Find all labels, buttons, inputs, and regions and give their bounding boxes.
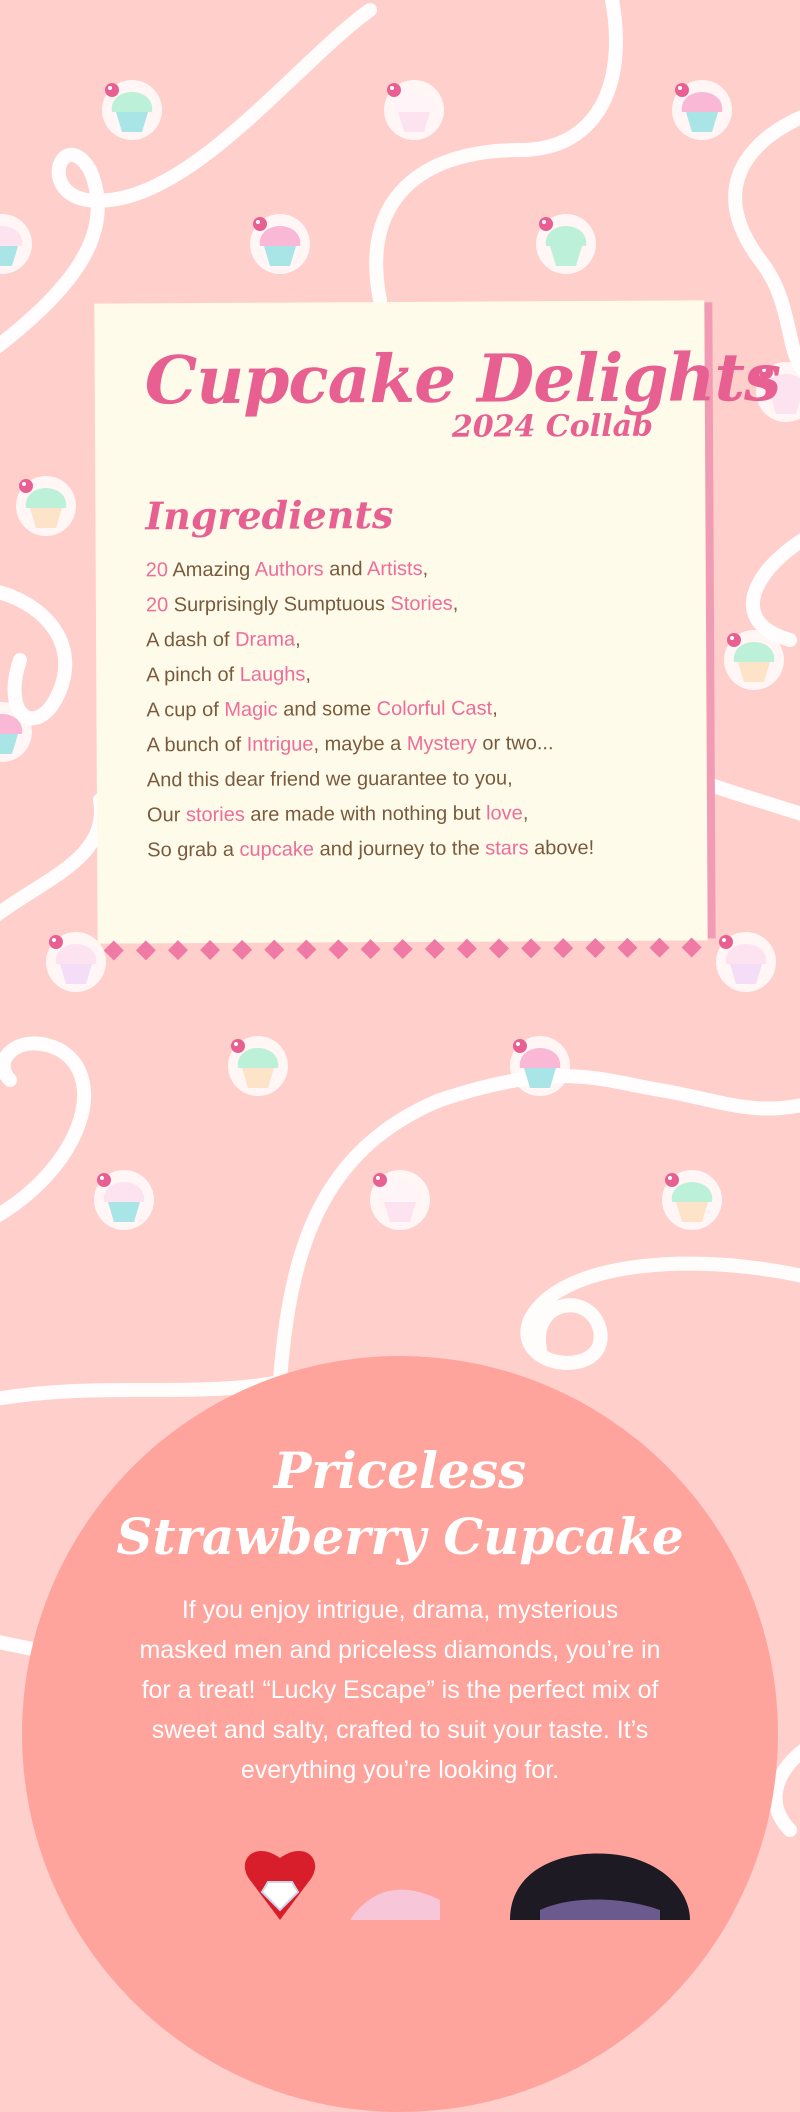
zigzag-diamond [328, 939, 348, 959]
diamond-icon [262, 1882, 298, 1910]
ingredient-text: , [305, 663, 311, 686]
ingredient-line [146, 586, 593, 623]
ingredient-line [146, 656, 593, 693]
ingredient-text: and [323, 558, 368, 581]
ingredient-text: are made with nothing but [244, 802, 487, 826]
ingredient-text: above! [528, 836, 595, 860]
zigzag-diamond [489, 938, 509, 958]
zigzag-diamond [200, 940, 220, 960]
ingredient-text: Our [146, 804, 186, 827]
zigzag-diamond [232, 940, 252, 960]
ingredient-highlight: Artists [366, 557, 423, 581]
page-title: Cupcake Delights [144, 338, 781, 420]
zigzag-diamond [136, 940, 156, 960]
promo-title-line2: Strawberry Cupcake [116, 1507, 684, 1566]
ingredient-text: Surprisingly Sumptuous [168, 593, 391, 617]
cupcake-icon [92, 1168, 156, 1232]
ingredient-text: , [522, 802, 529, 825]
ingredient-text: So grab a [147, 838, 240, 862]
cupcake-icon [226, 1034, 290, 1098]
ingredient-highlight: Mystery [406, 732, 477, 755]
cover-art-preview [240, 1840, 710, 1920]
promo-description: If you enjoy intrigue, drama, mysterious masked men and priceless diamonds, you’re in for a treat! “Lucky Escape” is the perfect mix of sweet and salty, crafted to suit your taste. It’s everything you’re looking for. [139, 1596, 661, 1784]
cupcake-icon [722, 628, 786, 692]
ingredient-line [147, 831, 594, 868]
zigzag-diamond [457, 939, 477, 959]
cupcake-icon [534, 212, 598, 276]
zigzag-diamond [649, 938, 669, 958]
ingredient-text: , [492, 697, 498, 720]
ingredients-list [146, 551, 595, 868]
ingredient-highlight: Magic [224, 698, 278, 721]
cupcake-icon [0, 212, 34, 276]
ingredient-text: And this dear friend we guarantee to you, [146, 767, 513, 792]
ingredient-line [147, 761, 594, 798]
ingredient-highlight: Drama [235, 628, 296, 651]
ingredient-highlight: cupcake [239, 838, 315, 861]
recipe-card [94, 300, 781, 943]
ingredients-heading: Ingredients [145, 492, 394, 539]
cupcake-icon [714, 930, 778, 994]
ingredient-line [147, 796, 594, 833]
cupcake-icon [508, 1034, 572, 1098]
zigzag-diamond [425, 939, 445, 959]
ingredient-line [147, 726, 594, 763]
promo-title-line1: Priceless [273, 1441, 527, 1500]
zigzag-diamond [168, 940, 188, 960]
collab-subtitle: 2024 Collab [451, 408, 654, 445]
zigzag-diamond [553, 938, 573, 958]
ingredient-highlight: Laughs [239, 663, 306, 686]
cupcake-icon [660, 1168, 724, 1232]
zigzag-diamond [521, 938, 541, 958]
cupcake-icon [670, 78, 734, 142]
ingredient-highlight: stories [185, 803, 245, 827]
ingredient-highlight: Stories [390, 592, 453, 616]
zigzag-diamond [585, 938, 605, 958]
cupcake-icon [0, 700, 34, 764]
cupcake-icon [248, 212, 312, 276]
zigzag-diamond [617, 938, 637, 958]
ingredient-text: Amazing [167, 558, 255, 582]
ingredient-text: A cup of [146, 698, 225, 722]
ingredient-line [146, 621, 593, 658]
zigzag-edge [98, 936, 708, 961]
ingredient-text: , [295, 628, 301, 651]
ingredient-line [146, 691, 593, 728]
ingredient-highlight: love [486, 802, 523, 825]
ingredient-highlight: Colorful Cast [376, 697, 493, 721]
zigzag-diamond [393, 939, 413, 959]
ingredient-highlight: 20 [145, 594, 169, 617]
ingredient-text: A dash of [146, 628, 236, 652]
ingredient-text: A pinch of [146, 663, 240, 687]
ingredient-highlight: 20 [145, 559, 169, 582]
ingredient-text: or two... [476, 732, 554, 755]
zigzag-diamond [104, 940, 124, 960]
ingredient-highlight: Intrigue [246, 733, 314, 756]
zigzag-diamond [264, 940, 284, 960]
ingredient-text: , maybe a [313, 732, 407, 756]
ingredient-line [146, 551, 593, 588]
ingredient-text: , [422, 557, 429, 580]
cupcake-icon [368, 1168, 432, 1232]
zigzag-diamond [682, 937, 702, 957]
zigzag-diamond [296, 939, 316, 959]
promo-title [0, 1438, 800, 1570]
ingredient-highlight: stars [485, 837, 529, 860]
ingredient-text: and journey to the [313, 837, 486, 861]
cupcake-icon [14, 474, 78, 538]
ingredient-text: A bunch of [146, 733, 247, 757]
ingredient-highlight: Authors [254, 558, 324, 581]
ingredient-text: and some [277, 698, 377, 721]
cupcake-icon [382, 78, 446, 142]
ingredient-text: , [452, 592, 459, 615]
cupcake-icon [100, 78, 164, 142]
zigzag-diamond [361, 939, 381, 959]
